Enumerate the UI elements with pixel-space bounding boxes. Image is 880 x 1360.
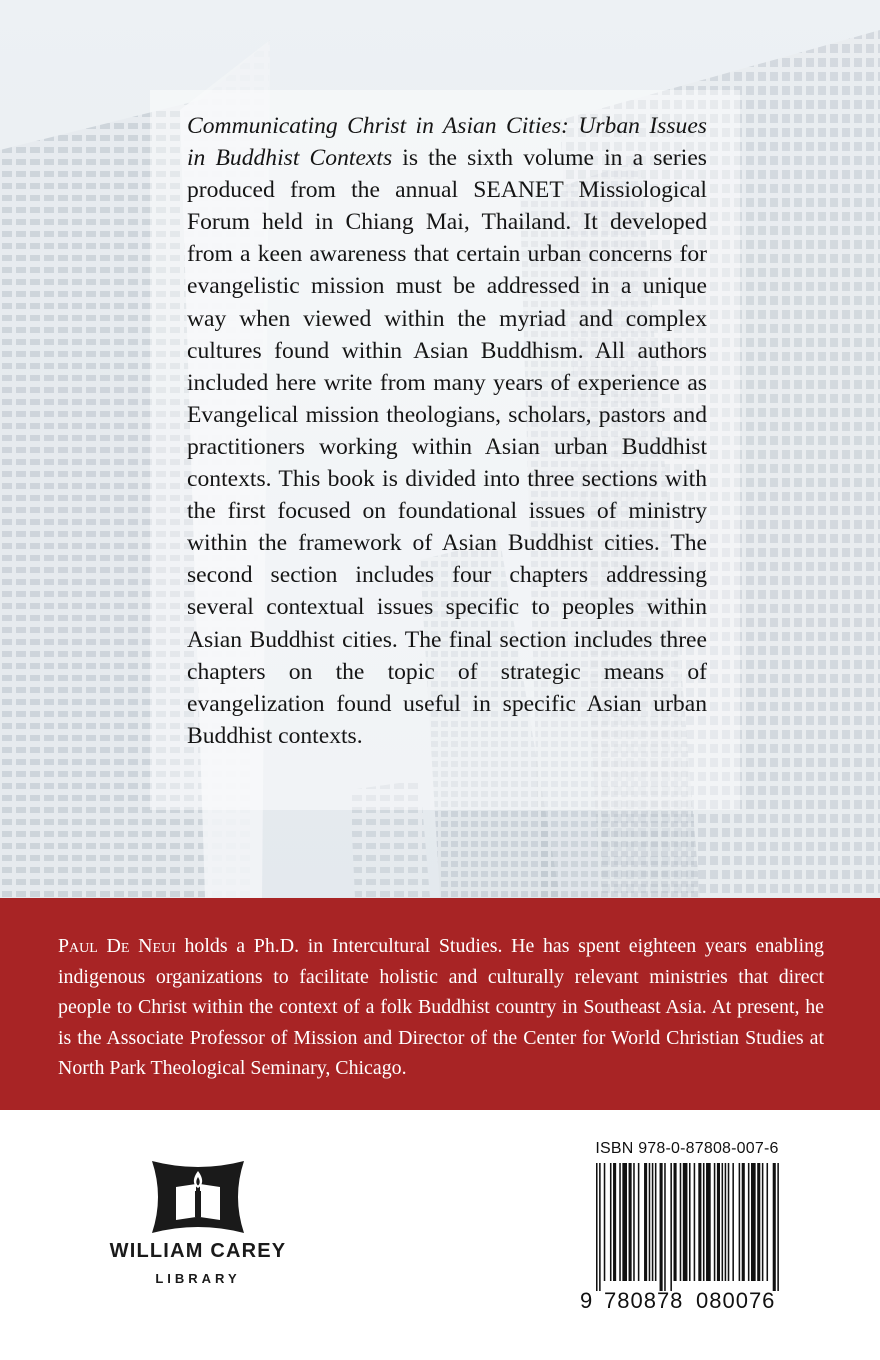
barcode-bar	[757, 1163, 760, 1281]
barcode-bar	[680, 1163, 682, 1281]
barcode-bar	[660, 1163, 663, 1291]
barcode-bar	[619, 1163, 621, 1281]
barcode-bar	[773, 1163, 776, 1291]
isbn-left-group: 780878	[604, 1288, 684, 1313]
barcode-bar	[610, 1163, 612, 1281]
barcode-bar	[649, 1163, 651, 1281]
barcode-bar	[670, 1163, 672, 1291]
barcode-bar	[629, 1163, 632, 1281]
barcode-bar	[633, 1163, 635, 1281]
book-title: Communicating Christ in Asian Cities: Urban Issues in Buddhist Contexts	[187, 113, 707, 172]
barcode-bar	[714, 1163, 716, 1281]
barcode-bar	[674, 1163, 677, 1281]
barcode-bar	[732, 1163, 734, 1281]
isbn-first-digit: 9	[580, 1288, 594, 1313]
barcode-bar	[703, 1163, 705, 1281]
barcode-bar	[655, 1163, 657, 1281]
barcode-bar	[767, 1163, 769, 1281]
barcode-bar	[742, 1163, 745, 1281]
barcode-bar	[652, 1163, 654, 1281]
barcode-bar	[725, 1163, 727, 1281]
barcode-bar	[722, 1163, 724, 1281]
barcode-bar	[613, 1163, 616, 1281]
barcode-bar	[689, 1163, 691, 1281]
barcode-bar	[728, 1163, 730, 1281]
barcode-bar	[698, 1163, 701, 1281]
barcode-bar	[751, 1163, 756, 1281]
barcode-bar	[599, 1163, 601, 1291]
isbn-label: ISBN 978-0-87808-007-6	[595, 1140, 779, 1157]
barcode-bar	[596, 1163, 598, 1291]
barcode	[592, 1163, 782, 1291]
isbn-right-group: 080076	[696, 1288, 776, 1313]
book-description-text: is the sixth volume in a series produced from the annual SEANET Missiological Forum held in Chiang Mai, Thailand. It developed from a keen awareness that certain urban concerns for evangelistic mission must be addressed in a unique way when viewed within the myriad and complex cultures found within Asian Buddhism. All authors included here write from many years of experience as Evangelical mission theologians, scholars, pastors and practitioners working within Asian urban Buddhist contexts. This book is divided into three sections with the first focused on foundational issues of ministry within the framework of Asian Buddhist cities. The second section includes four chapters addressing several contextual issues specific to peoples within Asian Buddhist cities. The final section includes three chapters on the topic of strategic means of evangelization found useful in specific Asian urban Buddhist contexts.	[187, 145, 707, 749]
barcode-bar	[706, 1163, 711, 1281]
barcode-bar	[664, 1163, 666, 1291]
barcode-bar	[694, 1163, 696, 1281]
book-description	[187, 110, 707, 752]
publisher-name: WILLIAM CAREY	[109, 1240, 287, 1262]
barcode-bar	[638, 1163, 640, 1281]
william-carey-library-logo-icon	[148, 1157, 248, 1237]
barcode-bar	[748, 1163, 750, 1281]
author-bio	[58, 931, 824, 1084]
barcode-bar	[622, 1163, 627, 1281]
author-name: Paul De Neui	[58, 935, 176, 957]
barcode-bar	[644, 1163, 647, 1281]
barcode-bar	[683, 1163, 688, 1281]
barcode-bar	[717, 1163, 720, 1281]
barcode-bar	[604, 1163, 606, 1281]
author-bio-text: holds a Ph.D. in Intercultural Studies. He has spent eighteen years enabling indigenous organizations to facilitate holistic and culturally relevant ministries that direct people to Christ within the context of a folk Buddhist country in Southeast Asia. At present, he is the Associate Professor of Mission and Director of the Center for World Christian Studies at North Park Theological Seminary, Chicago.	[58, 935, 824, 1080]
barcode-bar	[739, 1163, 741, 1281]
barcode-bar	[762, 1163, 764, 1281]
barcode-bar	[777, 1163, 779, 1291]
publisher-subname: LIBRARY	[155, 1271, 241, 1286]
